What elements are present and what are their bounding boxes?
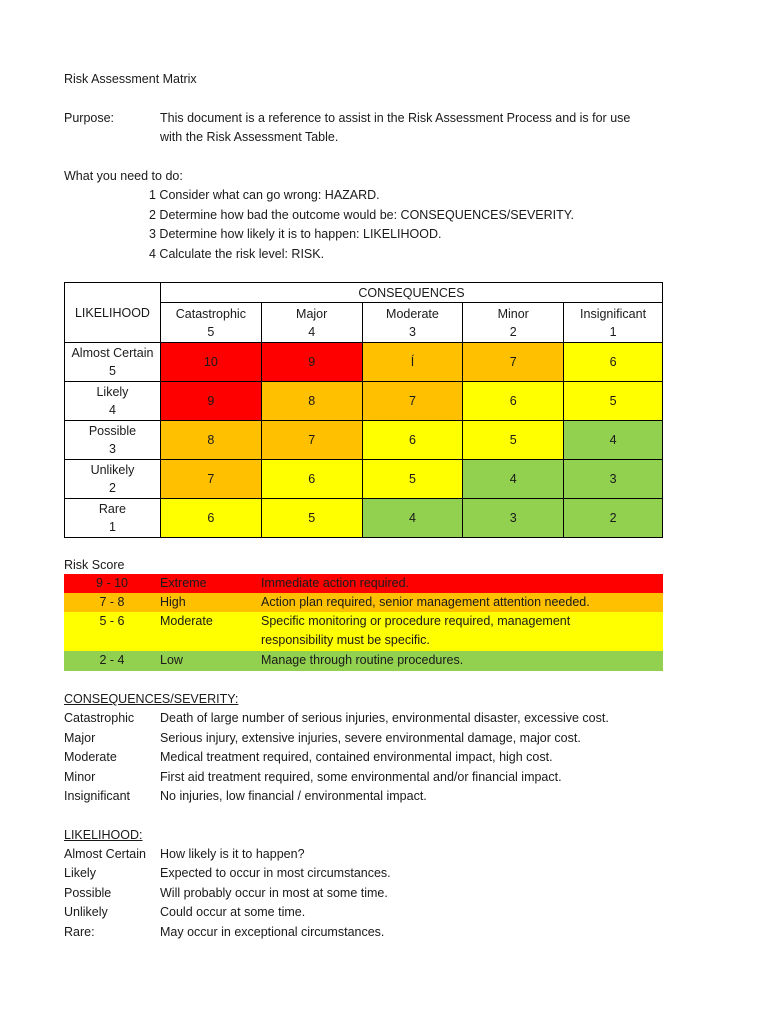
likelihood-desc: Will probably occur in most at some time. — [160, 886, 388, 900]
matrix-cell: 10 — [160, 343, 261, 382]
consequences-heading: CONSEQUENCES/SEVERITY: — [64, 692, 239, 706]
matrix-cell: Í — [362, 343, 463, 382]
risk-band-extreme — [64, 574, 663, 593]
likelihood-desc: Expected to occur in most circumstances. — [160, 866, 391, 880]
purpose-line-2: with the Risk Assessment Table. — [160, 130, 339, 144]
likelihood-term: Likely — [64, 866, 96, 880]
likelihood-desc: How likely is it to happen? — [160, 847, 305, 861]
row-label: Possible 3 — [65, 421, 161, 460]
consequence-term: Major — [64, 731, 96, 745]
matrix-cell: 6 — [261, 460, 362, 499]
matrix-cell: 5 — [261, 499, 362, 538]
consequence-term: Minor — [64, 770, 96, 784]
column-header: Insignificant 1 — [564, 303, 663, 343]
matrix-cell: 2 — [564, 499, 663, 538]
consequence-term: Catastrophic — [64, 711, 135, 725]
matrix-cell: 4 — [463, 460, 564, 499]
consequences-header: CONSEQUENCES — [160, 283, 662, 303]
matrix-cell: 7 — [160, 460, 261, 499]
matrix-cell: 8 — [160, 421, 261, 460]
matrix-cell: 6 — [564, 343, 663, 382]
purpose-line-1: This document is a reference to assist in the Risk Assessment Process and is for use — [160, 111, 631, 125]
band-score: 5 - 6 — [99, 614, 125, 628]
column-header: Major 4 — [261, 303, 362, 343]
likelihood-term: Rare: — [64, 925, 95, 939]
consequence-desc: First aid treatment required, some environmental and/or financial impact. — [160, 770, 562, 784]
band-score: 2 - 4 — [99, 653, 125, 667]
page-title: Risk Assessment Matrix — [64, 72, 197, 86]
purpose-label: Purpose: — [64, 111, 115, 125]
matrix-cell: 3 — [564, 460, 663, 499]
row-label: Likely 4 — [65, 382, 161, 421]
likelihood-term: Almost Certain — [64, 847, 146, 861]
consequence-desc: Serious injury, extensive injuries, severe environmental damage, major cost. — [160, 731, 581, 745]
band-action: Action plan required, senior management attention needed. — [261, 595, 590, 609]
likelihood-heading: LIKELIHOOD: — [64, 828, 143, 842]
likelihood-header: LIKELIHOOD — [65, 283, 161, 343]
todo-heading: What you need to do: — [64, 169, 183, 183]
band-action: Specific monitoring or procedure required, management responsibility must be specific. — [261, 614, 571, 647]
column-header: Moderate 3 — [362, 303, 463, 343]
band-level: High — [160, 595, 186, 609]
likelihood-desc: May occur in exceptional circumstances. — [160, 925, 385, 939]
todo-step-4: 4 Calculate the risk level: RISK. — [149, 247, 325, 261]
matrix-cell: 9 — [261, 343, 362, 382]
matrix-cell: 6 — [362, 421, 463, 460]
band-level: Low — [160, 653, 183, 667]
consequence-term: Moderate — [64, 750, 117, 764]
consequence-term: Insignificant — [64, 789, 131, 803]
matrix-cell: 7 — [261, 421, 362, 460]
matrix-cell: 3 — [463, 499, 564, 538]
consequence-desc: No injuries, low financial / environmental impact. — [160, 789, 427, 803]
column-header: Catastrophic 5 — [160, 303, 261, 343]
risk-matrix — [64, 282, 663, 538]
todo-step-1: 1 Consider what can go wrong: HAZARD. — [149, 188, 380, 202]
risk-band-low — [64, 651, 663, 671]
row-label: Unlikely 2 — [65, 460, 161, 499]
todo-step-2: 2 Determine how bad the outcome would be: CONSEQUENCES/SEVERITY. — [149, 208, 574, 222]
row-label: Almost Certain 5 — [65, 343, 161, 382]
matrix-cell: 8 — [261, 382, 362, 421]
band-score: 9 - 10 — [96, 576, 128, 590]
row-label: Rare 1 — [65, 499, 161, 538]
matrix-cell: 4 — [564, 421, 663, 460]
matrix-cell: 5 — [362, 460, 463, 499]
likelihood-term: Unlikely — [64, 905, 108, 919]
likelihood-term: Possible — [64, 886, 112, 900]
likelihood-desc: Could occur at some time. — [160, 905, 306, 919]
risk-band-high — [64, 593, 663, 612]
matrix-cell: 4 — [362, 499, 463, 538]
todo-step-3: 3 Determine how likely it is to happen: LIKELIHOOD. — [149, 227, 442, 241]
risk-band-moderate — [64, 612, 663, 651]
matrix-cell: 9 — [160, 382, 261, 421]
consequence-desc: Medical treatment required, contained environmental impact, high cost. — [160, 750, 553, 764]
matrix-cell: 6 — [160, 499, 261, 538]
matrix-cell: 6 — [463, 382, 564, 421]
consequence-desc: Death of large number of serious injuries, environmental disaster, excessive cost. — [160, 711, 609, 725]
risk-score-heading: Risk Score — [64, 558, 125, 572]
band-level: Extreme — [160, 576, 207, 590]
matrix-cell: 7 — [463, 343, 564, 382]
column-header: Minor 2 — [463, 303, 564, 343]
matrix-cell: 7 — [362, 382, 463, 421]
matrix-cell: 5 — [564, 382, 663, 421]
band-action: Immediate action required. — [261, 576, 409, 590]
band-score: 7 - 8 — [99, 595, 125, 609]
band-action: Manage through routine procedures. — [261, 653, 464, 667]
matrix-cell: 5 — [463, 421, 564, 460]
band-level: Moderate — [160, 614, 213, 628]
